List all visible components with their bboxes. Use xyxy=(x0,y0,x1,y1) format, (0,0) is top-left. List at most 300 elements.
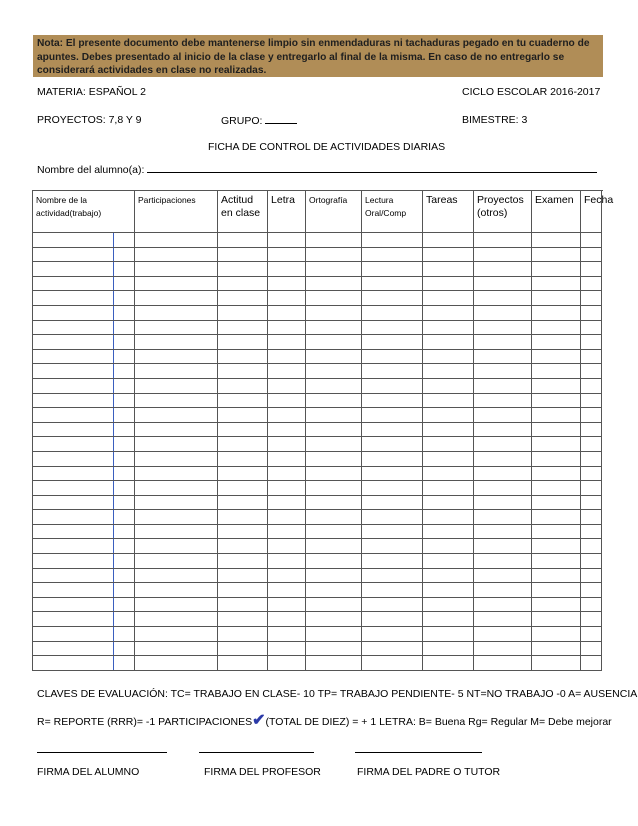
table-cell[interactable] xyxy=(362,364,423,379)
table-cell[interactable] xyxy=(362,291,423,306)
table-cell[interactable] xyxy=(306,320,362,335)
table-cell[interactable] xyxy=(532,233,581,248)
table-cell[interactable] xyxy=(114,466,135,481)
table-cell[interactable] xyxy=(306,247,362,262)
table-cell[interactable] xyxy=(423,656,474,671)
table-cell[interactable] xyxy=(268,612,306,627)
table-cell[interactable] xyxy=(532,627,581,642)
table-cell[interactable] xyxy=(33,583,114,598)
table-cell[interactable] xyxy=(532,349,581,364)
firma-profesor-blank[interactable] xyxy=(199,743,314,753)
table-cell[interactable] xyxy=(423,466,474,481)
table-cell[interactable] xyxy=(362,524,423,539)
table-cell[interactable] xyxy=(135,612,218,627)
table-cell[interactable] xyxy=(474,466,532,481)
table-cell[interactable] xyxy=(581,451,602,466)
table-cell[interactable] xyxy=(135,378,218,393)
table-cell[interactable] xyxy=(114,408,135,423)
table-cell[interactable] xyxy=(114,233,135,248)
table-cell[interactable] xyxy=(581,349,602,364)
table-cell[interactable] xyxy=(135,466,218,481)
table-cell[interactable] xyxy=(135,262,218,277)
table-cell[interactable] xyxy=(474,335,532,350)
table-cell[interactable] xyxy=(33,364,114,379)
table-cell[interactable] xyxy=(218,378,268,393)
table-cell[interactable] xyxy=(33,597,114,612)
table-cell[interactable] xyxy=(218,539,268,554)
table-cell[interactable] xyxy=(33,466,114,481)
table-cell[interactable] xyxy=(218,349,268,364)
table-cell[interactable] xyxy=(135,656,218,671)
table-cell[interactable] xyxy=(135,349,218,364)
table-cell[interactable] xyxy=(135,627,218,642)
table-cell[interactable] xyxy=(532,276,581,291)
table-cell[interactable] xyxy=(114,510,135,525)
table-cell[interactable] xyxy=(532,335,581,350)
table-cell[interactable] xyxy=(581,656,602,671)
table-cell[interactable] xyxy=(362,247,423,262)
table-cell[interactable] xyxy=(306,524,362,539)
table-cell[interactable] xyxy=(114,641,135,656)
table-cell[interactable] xyxy=(33,247,114,262)
table-cell[interactable] xyxy=(135,568,218,583)
table-cell[interactable] xyxy=(581,276,602,291)
table-cell[interactable] xyxy=(423,627,474,642)
table-cell[interactable] xyxy=(532,656,581,671)
table-cell[interactable] xyxy=(268,349,306,364)
table-cell[interactable] xyxy=(362,597,423,612)
table-cell[interactable] xyxy=(33,641,114,656)
table-cell[interactable] xyxy=(218,466,268,481)
table-cell[interactable] xyxy=(474,408,532,423)
table-cell[interactable] xyxy=(306,466,362,481)
table-cell[interactable] xyxy=(268,481,306,496)
table-cell[interactable] xyxy=(268,641,306,656)
table-cell[interactable] xyxy=(581,393,602,408)
nombre-blank[interactable] xyxy=(147,163,597,173)
table-cell[interactable] xyxy=(474,349,532,364)
table-cell[interactable] xyxy=(135,305,218,320)
table-cell[interactable] xyxy=(474,641,532,656)
table-cell[interactable] xyxy=(268,422,306,437)
table-cell[interactable] xyxy=(135,451,218,466)
table-cell[interactable] xyxy=(474,262,532,277)
table-cell[interactable] xyxy=(218,583,268,598)
table-cell[interactable] xyxy=(474,393,532,408)
table-cell[interactable] xyxy=(532,495,581,510)
table-cell[interactable] xyxy=(423,597,474,612)
table-cell[interactable] xyxy=(135,335,218,350)
table-cell[interactable] xyxy=(362,422,423,437)
table-cell[interactable] xyxy=(362,262,423,277)
table-cell[interactable] xyxy=(33,510,114,525)
table-cell[interactable] xyxy=(218,656,268,671)
table-cell[interactable] xyxy=(423,554,474,569)
table-cell[interactable] xyxy=(423,408,474,423)
table-cell[interactable] xyxy=(114,335,135,350)
table-cell[interactable] xyxy=(474,481,532,496)
table-cell[interactable] xyxy=(581,305,602,320)
table-cell[interactable] xyxy=(268,408,306,423)
table-cell[interactable] xyxy=(33,320,114,335)
table-cell[interactable] xyxy=(362,393,423,408)
table-cell[interactable] xyxy=(33,276,114,291)
table-cell[interactable] xyxy=(218,408,268,423)
table-cell[interactable] xyxy=(474,583,532,598)
table-cell[interactable] xyxy=(532,641,581,656)
table-cell[interactable] xyxy=(423,539,474,554)
table-cell[interactable] xyxy=(532,422,581,437)
table-cell[interactable] xyxy=(362,233,423,248)
table-cell[interactable] xyxy=(362,554,423,569)
table-cell[interactable] xyxy=(33,481,114,496)
table-cell[interactable] xyxy=(306,568,362,583)
table-cell[interactable] xyxy=(135,408,218,423)
table-cell[interactable] xyxy=(33,422,114,437)
table-cell[interactable] xyxy=(362,320,423,335)
table-cell[interactable] xyxy=(532,393,581,408)
table-cell[interactable] xyxy=(474,627,532,642)
table-cell[interactable] xyxy=(218,627,268,642)
table-cell[interactable] xyxy=(306,656,362,671)
table-cell[interactable] xyxy=(362,641,423,656)
table-cell[interactable] xyxy=(474,612,532,627)
table-cell[interactable] xyxy=(532,554,581,569)
table-cell[interactable] xyxy=(114,291,135,306)
table-cell[interactable] xyxy=(581,247,602,262)
table-cell[interactable] xyxy=(306,641,362,656)
table-cell[interactable] xyxy=(33,233,114,248)
table-cell[interactable] xyxy=(532,451,581,466)
grupo-blank[interactable] xyxy=(265,114,297,124)
table-cell[interactable] xyxy=(306,233,362,248)
table-cell[interactable] xyxy=(532,408,581,423)
table-cell[interactable] xyxy=(268,583,306,598)
table-cell[interactable] xyxy=(135,291,218,306)
table-cell[interactable] xyxy=(218,481,268,496)
table-cell[interactable] xyxy=(581,378,602,393)
table-cell[interactable] xyxy=(268,597,306,612)
table-cell[interactable] xyxy=(423,524,474,539)
table-cell[interactable] xyxy=(362,612,423,627)
table-cell[interactable] xyxy=(306,554,362,569)
table-cell[interactable] xyxy=(423,247,474,262)
table-cell[interactable] xyxy=(114,656,135,671)
table-cell[interactable] xyxy=(306,451,362,466)
table-cell[interactable] xyxy=(423,378,474,393)
table-cell[interactable] xyxy=(423,262,474,277)
table-cell[interactable] xyxy=(218,495,268,510)
table-cell[interactable] xyxy=(306,262,362,277)
table-cell[interactable] xyxy=(268,568,306,583)
table-cell[interactable] xyxy=(423,305,474,320)
table-cell[interactable] xyxy=(135,510,218,525)
table-cell[interactable] xyxy=(114,276,135,291)
table-cell[interactable] xyxy=(306,349,362,364)
table-cell[interactable] xyxy=(532,597,581,612)
table-cell[interactable] xyxy=(532,583,581,598)
table-cell[interactable] xyxy=(218,364,268,379)
table-cell[interactable] xyxy=(114,554,135,569)
table-cell[interactable] xyxy=(474,276,532,291)
table-cell[interactable] xyxy=(135,276,218,291)
table-cell[interactable] xyxy=(474,291,532,306)
table-cell[interactable] xyxy=(218,320,268,335)
table-cell[interactable] xyxy=(532,247,581,262)
table-cell[interactable] xyxy=(135,597,218,612)
table-cell[interactable] xyxy=(268,378,306,393)
table-cell[interactable] xyxy=(218,554,268,569)
table-cell[interactable] xyxy=(532,378,581,393)
table-cell[interactable] xyxy=(218,524,268,539)
table-cell[interactable] xyxy=(135,641,218,656)
table-cell[interactable] xyxy=(268,451,306,466)
table-cell[interactable] xyxy=(114,583,135,598)
table-cell[interactable] xyxy=(114,393,135,408)
table-cell[interactable] xyxy=(474,422,532,437)
table-cell[interactable] xyxy=(423,320,474,335)
table-cell[interactable] xyxy=(268,393,306,408)
table-cell[interactable] xyxy=(306,364,362,379)
table-cell[interactable] xyxy=(135,233,218,248)
table-cell[interactable] xyxy=(33,627,114,642)
table-cell[interactable] xyxy=(218,568,268,583)
table-cell[interactable] xyxy=(423,510,474,525)
table-cell[interactable] xyxy=(362,495,423,510)
table-cell[interactable] xyxy=(532,524,581,539)
table-cell[interactable] xyxy=(362,335,423,350)
table-cell[interactable] xyxy=(362,568,423,583)
table-cell[interactable] xyxy=(362,539,423,554)
table-cell[interactable] xyxy=(268,233,306,248)
table-cell[interactable] xyxy=(362,349,423,364)
table-cell[interactable] xyxy=(33,612,114,627)
table-cell[interactable] xyxy=(532,612,581,627)
table-cell[interactable] xyxy=(33,349,114,364)
table-cell[interactable] xyxy=(218,291,268,306)
table-cell[interactable] xyxy=(114,364,135,379)
table-cell[interactable] xyxy=(581,320,602,335)
table-cell[interactable] xyxy=(268,656,306,671)
table-cell[interactable] xyxy=(362,451,423,466)
table-cell[interactable] xyxy=(33,568,114,583)
table-cell[interactable] xyxy=(581,597,602,612)
table-cell[interactable] xyxy=(423,495,474,510)
table-cell[interactable] xyxy=(268,335,306,350)
table-cell[interactable] xyxy=(268,364,306,379)
table-cell[interactable] xyxy=(474,510,532,525)
table-cell[interactable] xyxy=(268,291,306,306)
table-cell[interactable] xyxy=(306,481,362,496)
table-cell[interactable] xyxy=(362,481,423,496)
table-cell[interactable] xyxy=(218,305,268,320)
table-cell[interactable] xyxy=(474,656,532,671)
table-cell[interactable] xyxy=(306,408,362,423)
table-cell[interactable] xyxy=(33,495,114,510)
table-cell[interactable] xyxy=(218,597,268,612)
table-cell[interactable] xyxy=(218,247,268,262)
table-cell[interactable] xyxy=(218,510,268,525)
table-cell[interactable] xyxy=(362,466,423,481)
table-cell[interactable] xyxy=(114,481,135,496)
table-cell[interactable] xyxy=(362,408,423,423)
table-cell[interactable] xyxy=(474,233,532,248)
table-cell[interactable] xyxy=(306,437,362,452)
table-cell[interactable] xyxy=(114,437,135,452)
table-cell[interactable] xyxy=(474,451,532,466)
table-cell[interactable] xyxy=(135,583,218,598)
table-cell[interactable] xyxy=(423,393,474,408)
table-cell[interactable] xyxy=(423,451,474,466)
table-cell[interactable] xyxy=(218,276,268,291)
table-cell[interactable] xyxy=(33,262,114,277)
table-cell[interactable] xyxy=(581,408,602,423)
table-cell[interactable] xyxy=(268,320,306,335)
table-cell[interactable] xyxy=(135,554,218,569)
table-cell[interactable] xyxy=(581,627,602,642)
table-cell[interactable] xyxy=(33,291,114,306)
table-cell[interactable] xyxy=(114,422,135,437)
table-cell[interactable] xyxy=(581,568,602,583)
table-cell[interactable] xyxy=(474,568,532,583)
table-cell[interactable] xyxy=(532,320,581,335)
table-cell[interactable] xyxy=(581,583,602,598)
table-cell[interactable] xyxy=(423,612,474,627)
table-cell[interactable] xyxy=(362,656,423,671)
table-cell[interactable] xyxy=(423,568,474,583)
table-cell[interactable] xyxy=(306,378,362,393)
table-cell[interactable] xyxy=(268,539,306,554)
table-cell[interactable] xyxy=(218,262,268,277)
table-cell[interactable] xyxy=(474,495,532,510)
table-cell[interactable] xyxy=(423,349,474,364)
table-cell[interactable] xyxy=(474,378,532,393)
table-cell[interactable] xyxy=(268,510,306,525)
table-cell[interactable] xyxy=(218,437,268,452)
table-cell[interactable] xyxy=(218,422,268,437)
table-cell[interactable] xyxy=(218,451,268,466)
table-cell[interactable] xyxy=(532,510,581,525)
table-cell[interactable] xyxy=(532,481,581,496)
table-cell[interactable] xyxy=(218,393,268,408)
table-cell[interactable] xyxy=(474,597,532,612)
table-cell[interactable] xyxy=(581,481,602,496)
table-cell[interactable] xyxy=(135,422,218,437)
table-cell[interactable] xyxy=(362,627,423,642)
table-cell[interactable] xyxy=(474,554,532,569)
table-cell[interactable] xyxy=(135,539,218,554)
table-cell[interactable] xyxy=(362,510,423,525)
table-cell[interactable] xyxy=(532,291,581,306)
table-cell[interactable] xyxy=(581,233,602,248)
table-cell[interactable] xyxy=(33,524,114,539)
table-cell[interactable] xyxy=(33,554,114,569)
firma-alumno-blank[interactable] xyxy=(37,743,167,753)
table-cell[interactable] xyxy=(306,422,362,437)
table-cell[interactable] xyxy=(474,437,532,452)
table-cell[interactable] xyxy=(114,539,135,554)
table-cell[interactable] xyxy=(423,233,474,248)
table-cell[interactable] xyxy=(114,612,135,627)
table-cell[interactable] xyxy=(581,422,602,437)
table-cell[interactable] xyxy=(423,291,474,306)
table-cell[interactable] xyxy=(532,437,581,452)
table-cell[interactable] xyxy=(135,247,218,262)
table-cell[interactable] xyxy=(362,378,423,393)
firma-padre-blank[interactable] xyxy=(355,743,482,753)
table-cell[interactable] xyxy=(218,612,268,627)
table-cell[interactable] xyxy=(306,335,362,350)
table-cell[interactable] xyxy=(268,524,306,539)
table-cell[interactable] xyxy=(423,583,474,598)
table-cell[interactable] xyxy=(135,393,218,408)
table-cell[interactable] xyxy=(114,524,135,539)
table-cell[interactable] xyxy=(423,335,474,350)
table-cell[interactable] xyxy=(114,247,135,262)
table-cell[interactable] xyxy=(268,247,306,262)
table-cell[interactable] xyxy=(581,612,602,627)
table-cell[interactable] xyxy=(268,554,306,569)
table-cell[interactable] xyxy=(135,320,218,335)
table-cell[interactable] xyxy=(114,262,135,277)
table-cell[interactable] xyxy=(362,305,423,320)
table-cell[interactable] xyxy=(135,524,218,539)
table-cell[interactable] xyxy=(532,262,581,277)
table-cell[interactable] xyxy=(474,247,532,262)
table-cell[interactable] xyxy=(362,583,423,598)
table-cell[interactable] xyxy=(114,378,135,393)
table-cell[interactable] xyxy=(362,437,423,452)
table-cell[interactable] xyxy=(474,305,532,320)
table-cell[interactable] xyxy=(306,510,362,525)
table-cell[interactable] xyxy=(114,451,135,466)
table-cell[interactable] xyxy=(306,495,362,510)
table-cell[interactable] xyxy=(268,466,306,481)
table-cell[interactable] xyxy=(33,335,114,350)
table-cell[interactable] xyxy=(268,627,306,642)
table-cell[interactable] xyxy=(114,320,135,335)
table-cell[interactable] xyxy=(581,539,602,554)
table-cell[interactable] xyxy=(581,364,602,379)
table-cell[interactable] xyxy=(135,481,218,496)
table-cell[interactable] xyxy=(532,466,581,481)
table-cell[interactable] xyxy=(306,612,362,627)
table-cell[interactable] xyxy=(581,495,602,510)
table-cell[interactable] xyxy=(581,291,602,306)
table-cell[interactable] xyxy=(33,378,114,393)
table-cell[interactable] xyxy=(218,233,268,248)
table-cell[interactable] xyxy=(33,656,114,671)
table-cell[interactable] xyxy=(532,364,581,379)
table-cell[interactable] xyxy=(423,276,474,291)
table-cell[interactable] xyxy=(114,597,135,612)
table-cell[interactable] xyxy=(306,393,362,408)
table-cell[interactable] xyxy=(362,276,423,291)
table-cell[interactable] xyxy=(268,305,306,320)
table-cell[interactable] xyxy=(33,408,114,423)
table-cell[interactable] xyxy=(581,641,602,656)
table-cell[interactable] xyxy=(423,481,474,496)
table-cell[interactable] xyxy=(581,437,602,452)
table-cell[interactable] xyxy=(306,597,362,612)
table-cell[interactable] xyxy=(268,437,306,452)
table-cell[interactable] xyxy=(33,305,114,320)
table-cell[interactable] xyxy=(218,641,268,656)
table-cell[interactable] xyxy=(474,320,532,335)
table-cell[interactable] xyxy=(306,539,362,554)
table-cell[interactable] xyxy=(268,495,306,510)
table-cell[interactable] xyxy=(33,539,114,554)
